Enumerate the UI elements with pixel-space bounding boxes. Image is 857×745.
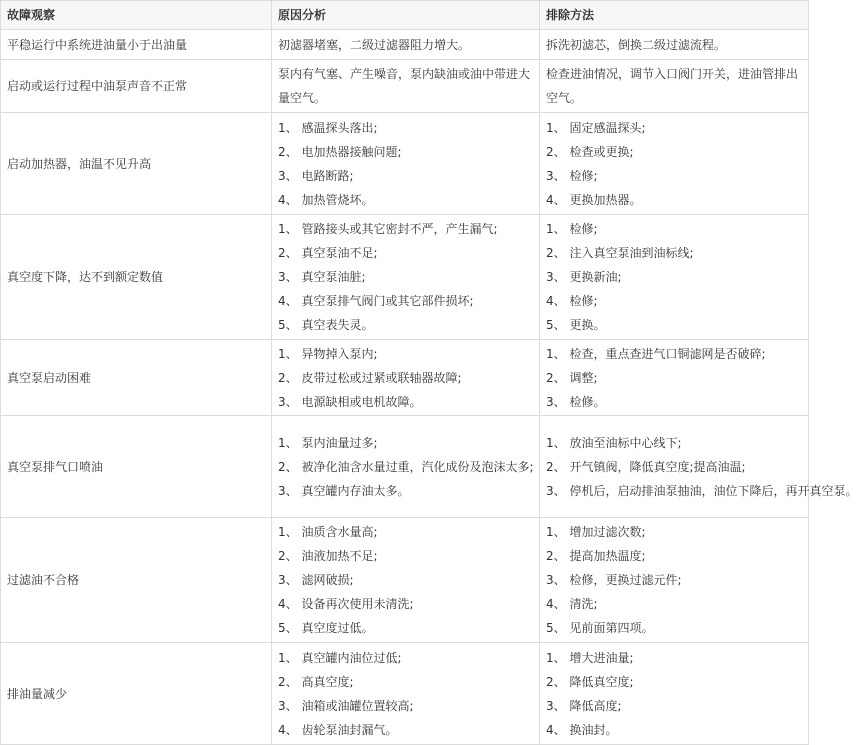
- cause-analysis-cell: [272, 215, 540, 340]
- cause-item: 4、 齿轮泵油封漏气。: [278, 722, 398, 737]
- cause-analysis-cell: [272, 30, 540, 60]
- fault-observation-cell: 过滤油不合格: [1, 518, 272, 643]
- solution-item: 4、 换油封。: [546, 722, 618, 737]
- table-row: [1, 113, 809, 215]
- solution-cell: [540, 215, 809, 340]
- cause-item: 3、 真空罐内存油太多。: [278, 483, 410, 498]
- table-row: [1, 60, 809, 113]
- cause-item: 1、 真空罐内油位过低;: [278, 650, 402, 665]
- cause-item: 3、 电源缺相或电机故障。: [278, 394, 422, 409]
- fault-observation-cell: 启动或运行过程中油泵声音不正常: [1, 60, 272, 113]
- cause-item: 1、 感温探头落出;: [278, 120, 378, 135]
- cause-analysis-cell: [272, 643, 540, 745]
- cause-item: 5、 真空表失灵。: [278, 318, 374, 332]
- table-row: [1, 340, 809, 416]
- solution-item: 1、 放油至油标中心线下;: [546, 435, 682, 450]
- cause-item: 2、 油液加热不足;: [278, 549, 378, 563]
- cause-analysis-cell: [272, 113, 540, 215]
- header-observation: 故障观察: [1, 1, 272, 30]
- cause-analysis-cell: [272, 518, 540, 643]
- table-body: [1, 30, 857, 745]
- cause-item: 5、 真空度过低。: [278, 621, 374, 635]
- cause-analysis-cell: [272, 60, 540, 113]
- solution-item: 2、 开气镇阀，降低真空度;提高油温;: [546, 459, 746, 474]
- solution-cell: [540, 113, 809, 215]
- solution-cell: [540, 416, 857, 518]
- solution-item: 3、 停机后，启动排油泵抽油，油位下降后，再开真空泵。: [546, 483, 857, 498]
- solution-item: 4、 检修;: [546, 294, 598, 308]
- solution-item: 3、 检修;: [546, 168, 598, 183]
- solution-item: 3、 检修。: [546, 394, 606, 409]
- solution-item: 3、 更换新油;: [546, 270, 622, 284]
- solution-cell: [540, 30, 809, 60]
- solution-item: 1、 固定感温探头;: [546, 120, 646, 135]
- solution-item: 1、 检修;: [546, 222, 598, 236]
- solution-item: 2、 提高加热温度;: [546, 549, 646, 563]
- fault-observation-cell: 真空度下降，达不到额定数值: [1, 215, 272, 340]
- solution-item: 2、 调整;: [546, 370, 598, 385]
- solution-item: 3、 降低高度;: [546, 698, 622, 713]
- cause-item: 3、 真空泵油脏;: [278, 270, 366, 284]
- solution-item: 5、 更换。: [546, 318, 606, 332]
- solution-item: 1、 增加过滤次数;: [546, 525, 646, 539]
- solution-item: 2、 注入真空泵油到油标线;: [546, 246, 694, 260]
- table-row: [1, 215, 809, 340]
- solution-item: 1、 增大进油量;: [546, 650, 634, 665]
- solution-item: 4、 清洗;: [546, 597, 598, 611]
- cause-item: 1、 异物掉入泵内;: [278, 346, 378, 361]
- solution-cell: [540, 60, 809, 113]
- solution-item: 检查进油情况，调节入口阀门开关，进油管排出空气。: [546, 67, 799, 105]
- cause-item: 3、 油箱或油罐位置较高;: [278, 698, 414, 713]
- cause-item: 4、 真空泵排气阀门或其它部件损坏;: [278, 294, 474, 308]
- table-row: [1, 518, 809, 643]
- cause-item: 3、 电路断路;: [278, 168, 354, 183]
- cause-item: 3、 滤网破损;: [278, 573, 354, 587]
- cause-item: 2、 被净化油含水量过重，汽化成份及泡沫太多;: [278, 459, 534, 474]
- cause-item: 4、 加热管烧坏。: [278, 192, 374, 207]
- cause-item: 4、 设备再次使用未清洗;: [278, 597, 414, 611]
- cause-analysis-cell: [272, 340, 540, 416]
- header-cause: 原因分析: [272, 1, 540, 30]
- header-solution: 排除方法: [540, 1, 809, 30]
- table-row: [1, 30, 809, 60]
- solution-item: 2、 降低真空度;: [546, 674, 634, 689]
- cause-item: 2、 电加热器接触问题;: [278, 144, 402, 159]
- cause-analysis-cell: [272, 416, 540, 518]
- cause-item: 泵内有气塞、产生噪音，泵内缺油或油中带进大量空气。: [278, 67, 531, 105]
- cause-item: 1、 管路接头或其它密封不严，产生漏气;: [278, 222, 498, 236]
- cause-item: 1、 泵内油量过多;: [278, 435, 378, 450]
- solution-item: 3、 检修，更换过滤元件;: [546, 573, 682, 587]
- fault-observation-cell: 平稳运行中系统进油量小于出油量: [1, 30, 272, 60]
- solution-item: 拆洗初滤芯，倒换二级过滤流程。: [546, 37, 727, 52]
- solution-cell: [540, 643, 809, 745]
- cause-item: 2、 高真空度;: [278, 674, 354, 689]
- fault-observation-cell: 启动加热器，油温不见升高: [1, 113, 272, 215]
- header-row: [1, 1, 809, 30]
- cause-item: 1、 油质含水量高;: [278, 525, 378, 539]
- cause-item: 2、 真空泵油不足;: [278, 246, 378, 260]
- solution-cell: [540, 518, 809, 643]
- cause-item: 2、 皮带过松或过紧或联轴器故障;: [278, 370, 462, 385]
- table-header: [1, 1, 809, 30]
- solution-item: 4、 更换加热器。: [546, 192, 642, 207]
- solution-item: 2、 检查或更换;: [546, 144, 634, 159]
- table-row: [1, 643, 809, 745]
- fault-observation-cell: 真空泵启动困难: [1, 340, 272, 416]
- fault-observation-cell: 真空泵排气口喷油: [1, 416, 272, 518]
- solution-item: 1、 检查，重点查进气口铜滤网是否破碎;: [546, 346, 766, 361]
- solution-item: 5、 见前面第四项。: [546, 621, 654, 635]
- cause-item: 初滤器堵塞，二级过滤器阻力增大。: [278, 37, 471, 52]
- fault-observation-cell: 排油量减少: [1, 643, 272, 745]
- table-row: [1, 416, 809, 518]
- solution-cell: [540, 340, 809, 416]
